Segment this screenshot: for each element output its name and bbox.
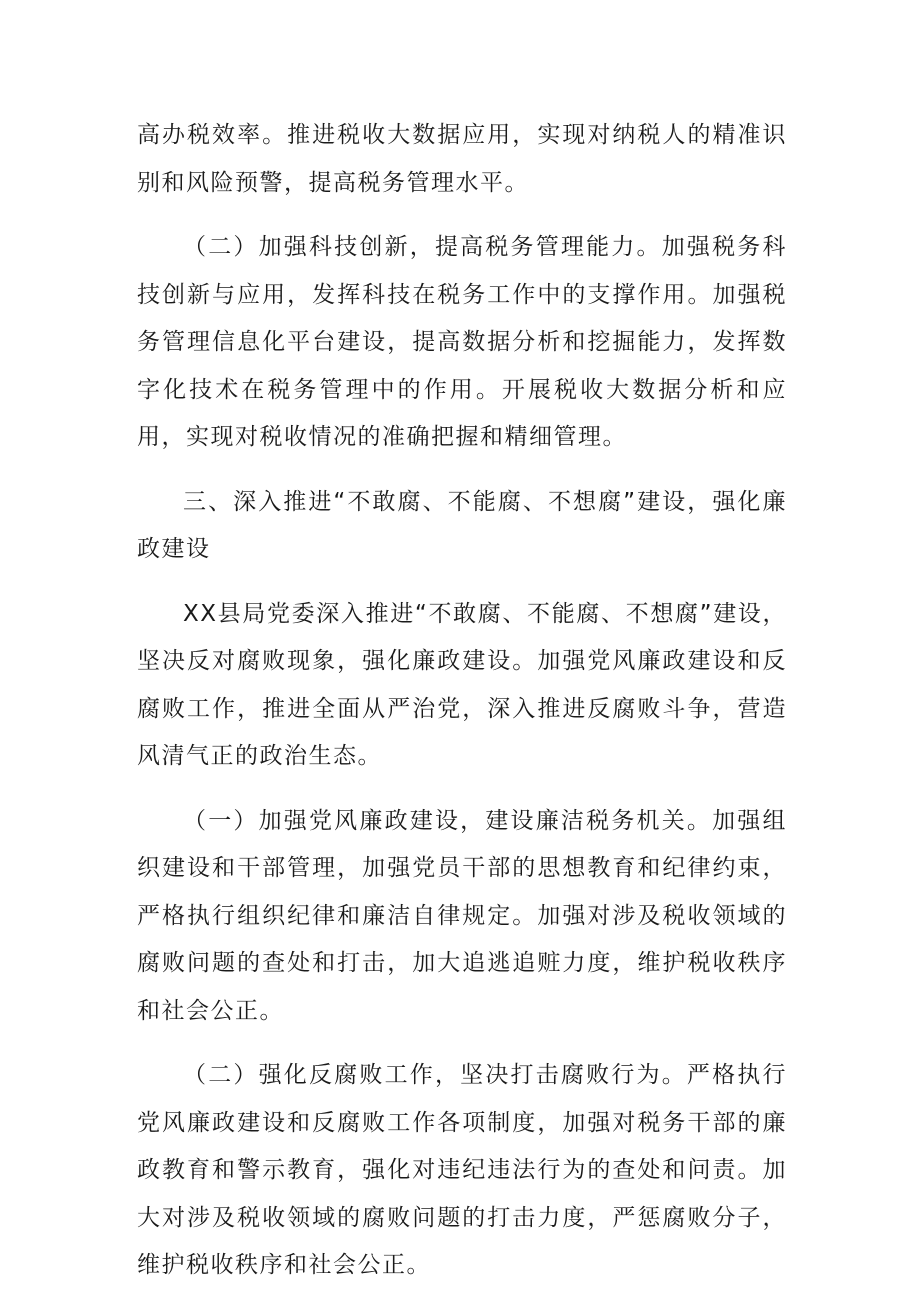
paragraph-subsection-2-anti-corruption: （二）强化反腐败工作，坚决打击腐败行为。严格执行党风廉政建设和反腐败工作各项制度，加强对税务干部的廉政教育和警示教育，强化对违纪违法行为的查处和问责。加大对涉及税收领域的腐败问题的打击力度，严惩腐败分子，维护税收秩序和社会公正。 <box>137 1062 787 1278</box>
section-heading-3: 三、深入推进“不敢腐、不能腐、不想腐”建设，强化廉政建设 <box>137 488 787 562</box>
document-body <box>137 112 787 1290</box>
paragraph-section-3-intro: XX县局党委深入推进“不敢腐、不能腐、不想腐”建设，坚决反对腐败现象，强化廉政建设。加强党风廉政建设和反腐败工作，推进全面从严治党，深入推进反腐败斗争，营造风清气正的政治生态。 <box>137 600 787 769</box>
paragraph-subsection-1-party-conduct: （一）加强党风廉政建设，建设廉洁税务机关。加强组织建设和干部管理，加强党员干部的思想教育和纪律约束，严格执行组织纪律和廉洁自律规定。加强对涉及税收领域的腐败问题的查处和打击，加大追逃追赃力度，维护税收秩序和社会公正。 <box>137 807 787 1024</box>
paragraph-continuation: 高办税效率。推进税收大数据应用，实现对纳税人的精准识别和风险预警，提高税务管理水平。 <box>137 122 787 196</box>
paragraph-subsection-2-tech-innovation: （二）加强科技创新，提高税务管理能力。加强税务科技创新与应用，发挥科技在税务工作中的支撑作用。加强税务管理信息化平台建设，提高数据分析和挖掘能力，发挥数字化技术在税务管理中的作用。开展税收大数据分析和应用，实现对税收情况的准确把握和精细管理。 <box>137 234 787 450</box>
